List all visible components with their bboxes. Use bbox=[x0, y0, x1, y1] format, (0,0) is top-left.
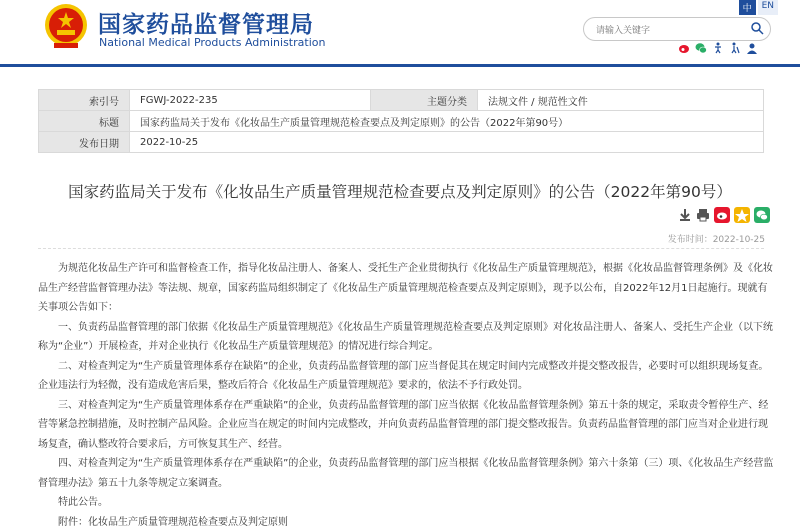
topic-label: 主题分类 bbox=[371, 90, 478, 111]
publish-time: 发布时间：2022-10-25 bbox=[668, 232, 765, 245]
document-meta-table bbox=[38, 89, 764, 153]
language-switch bbox=[739, 0, 778, 15]
national-emblem-icon bbox=[44, 3, 88, 49]
print-icon[interactable] bbox=[696, 208, 710, 222]
paragraph: 四、对检查判定为“生产质量管理体系存在严重缺陷”的企业，负责药品监督管理的部门应当根据《化妆品监督管理条例》第六十条第（三）项、《化妆品生产经营监督管理办法》第五十九条等规定立案调查。 bbox=[38, 454, 774, 493]
weibo-share-icon[interactable] bbox=[714, 207, 730, 223]
search-box bbox=[583, 17, 771, 41]
elder-mode-icon[interactable] bbox=[729, 42, 741, 54]
paragraph: 一、负责药品监督管理的部门依据《化妆品生产质量管理规范》《化妆品生产质量管理规范检查要点及判定原则》对化妆品注册人、备案人、受托生产企业（以下统称为“企业”）开展检查，并对企业执行《化妆品生产质量管理规范》的情况进行综合判定。 bbox=[38, 318, 774, 357]
article-title: 国家药监局关于发布《化妆品生产质量管理规范检查要点及判定原则》的公告（2022年第90号） bbox=[0, 180, 800, 202]
weibo-icon[interactable] bbox=[678, 42, 690, 54]
user-icon[interactable] bbox=[746, 42, 758, 54]
meta-row bbox=[39, 132, 764, 153]
wechat-share-icon[interactable] bbox=[754, 207, 770, 223]
search-icon[interactable] bbox=[750, 21, 764, 35]
meta-row bbox=[39, 90, 764, 111]
header-tools bbox=[678, 42, 758, 54]
paragraph: 特此公告。 bbox=[38, 493, 774, 513]
article-body bbox=[38, 259, 774, 532]
search-input[interactable] bbox=[594, 25, 748, 37]
index-label: 索引号 bbox=[39, 90, 130, 111]
site-subtitle: National Medical Products Administration bbox=[99, 36, 325, 49]
paragraph: 为规范化妆品生产许可和监督检查工作，指导化妆品注册人、备案人、受托生产企业贯彻执行《化妆品生产质量管理规范》，根据《化妆品监督管理条例》及《化妆品生产经营监督管理办法》等法规、规章，国家药监局组织制定了《化妆品生产质量管理规范检查要点及判定原则》，现予以公布，自2022年12月1日起施行。现就有关事项公告如下： bbox=[38, 259, 774, 318]
accessibility-icon[interactable] bbox=[712, 42, 724, 54]
divider bbox=[38, 248, 764, 249]
download-icon[interactable] bbox=[678, 208, 692, 222]
meta-row bbox=[39, 111, 764, 132]
lang-en-button[interactable]: EN bbox=[758, 0, 778, 15]
lang-zh-button[interactable]: 中 bbox=[739, 0, 756, 15]
qzone-share-icon[interactable] bbox=[734, 207, 750, 223]
topic-value: 法规文件 / 规范性文件 bbox=[478, 90, 764, 111]
date-value: 2022-10-25 bbox=[130, 132, 764, 153]
index-value: FGWJ-2022-235 bbox=[130, 90, 371, 111]
title-label: 标题 bbox=[39, 111, 130, 132]
wechat-icon[interactable] bbox=[695, 42, 707, 54]
site-title[interactable]: 国家药品监督管理局 bbox=[98, 6, 314, 39]
title-value: 国家药监局关于发布《化妆品生产质量管理规范检查要点及判定原则》的公告（2022年第90号） bbox=[130, 111, 764, 132]
attachment-link[interactable]: 附件：化妆品生产质量管理规范检查要点及判定原则 bbox=[38, 513, 774, 532]
article-actions bbox=[678, 207, 770, 223]
paragraph: 二、对检查判定为“生产质量管理体系存在缺陷”的企业，负责药品监督管理的部门应当督促其在规定时间内完成整改并提交整改报告，必要时可以组织现场复查。企业违法行为轻微，没有造成危害后果，整改后符合《化妆品生产质量管理规范》要求的，依法不予行政处罚。 bbox=[38, 357, 774, 396]
date-label: 发布日期 bbox=[39, 132, 130, 153]
site-header bbox=[0, 0, 800, 67]
paragraph: 三、对检查判定为“生产质量管理体系存在严重缺陷”的企业，负责药品监督管理的部门应当依据《化妆品监督管理条例》第五十条的规定，采取责令暂停生产、经营等紧急控制措施，及时控制产品风险。企业应当在规定的时间内完成整改，并向负责药品监督管理的部门提交整改报告。负责药品监督管理的部门应当对企业进行现场复查，确认整改符合要求后，方可恢复其生产、经营。 bbox=[38, 396, 774, 455]
